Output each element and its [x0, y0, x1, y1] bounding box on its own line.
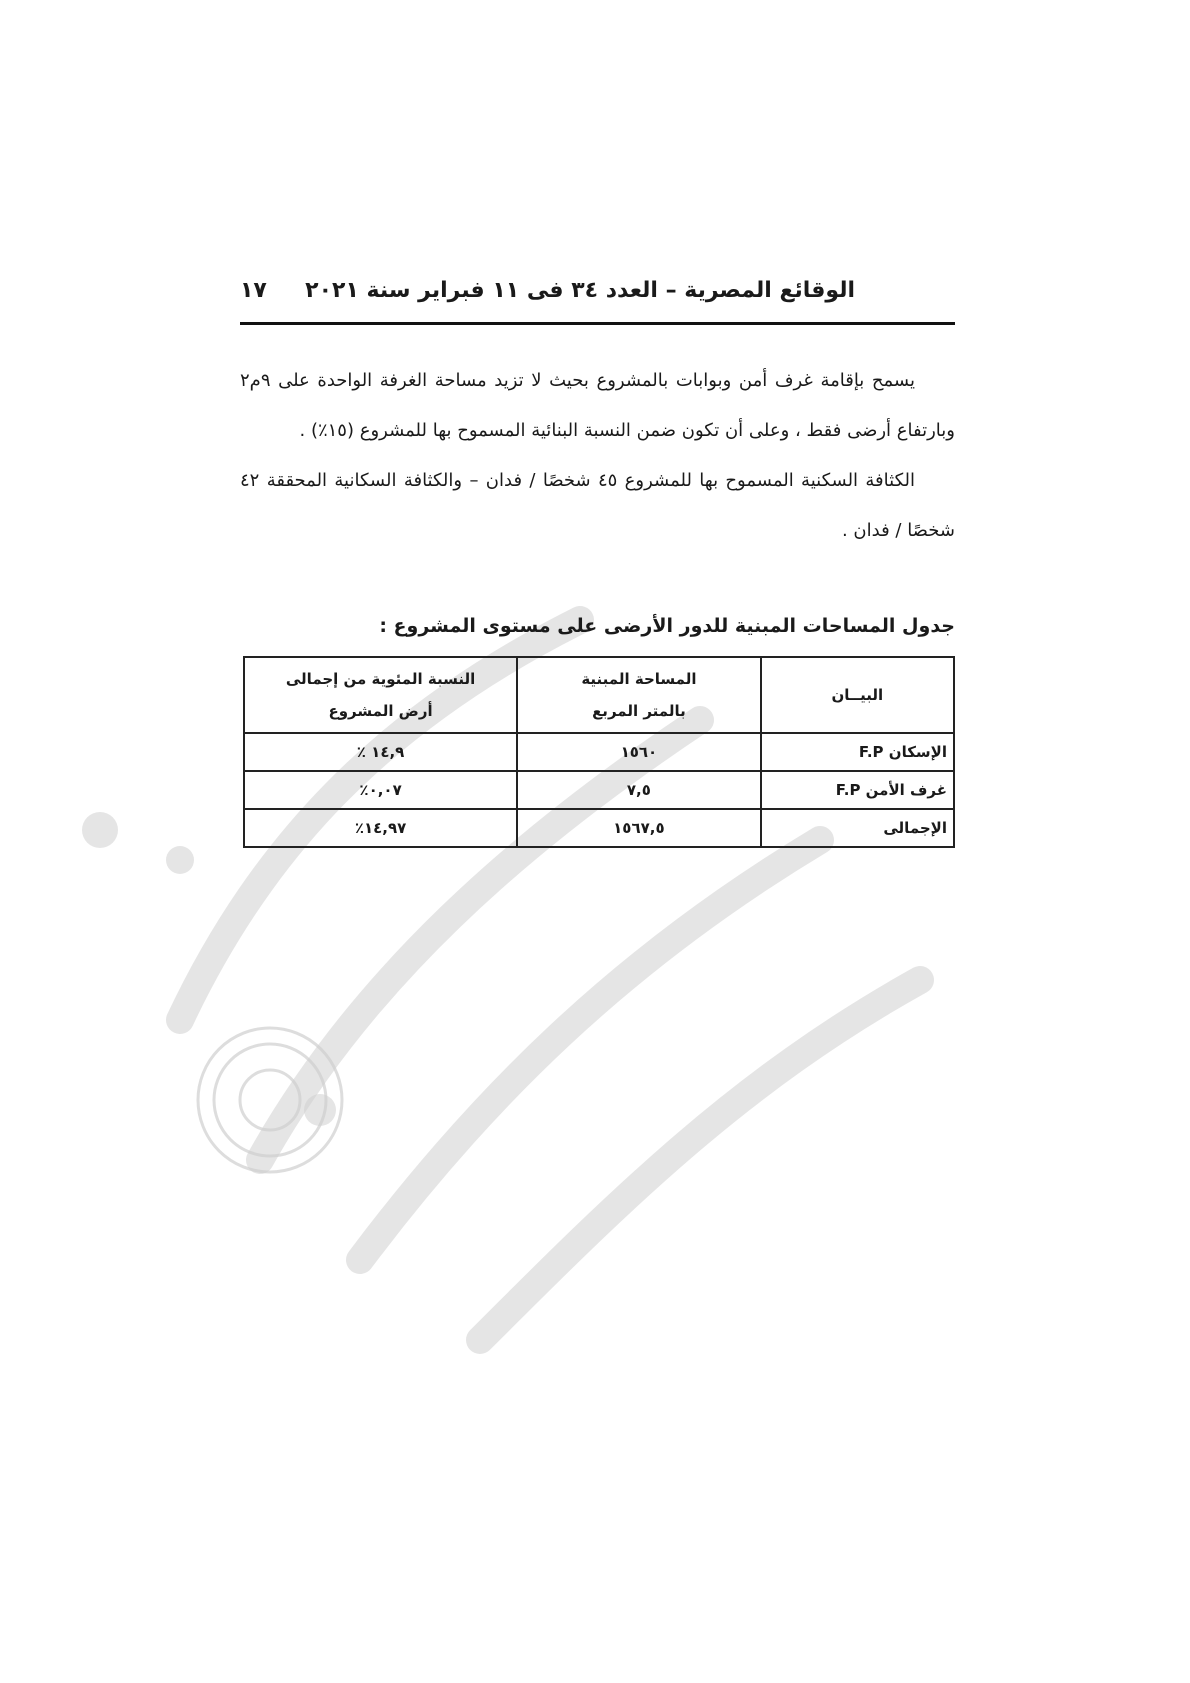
row-area: ١٥٦٧,٥	[517, 809, 761, 847]
built-areas-table	[243, 656, 955, 848]
table-row	[244, 809, 954, 847]
row-area: ١٥٦٠	[517, 733, 761, 771]
header-area-line1: المساحة المبنية	[581, 670, 697, 688]
table-header-row	[244, 657, 954, 733]
header-percent-line1: النسبة المئوية من إجمالى	[285, 670, 476, 688]
row-label: الإسكان F.P	[761, 733, 954, 771]
row-percent: ١٤,٩ ٪	[244, 733, 517, 771]
row-percent: ١٤,٩٧٪	[244, 809, 517, 847]
paragraph-density: الكثافة السكنية المسموح بها للمشروع ٤٥ شخصًا / فدان – والكثافة السكانية المحققة ٤٢ شخصًا / فدان .	[240, 470, 955, 541]
row-label: الإجمالى	[761, 809, 954, 847]
header-percent-line2: أرض المشروع	[328, 702, 433, 720]
page-number: ١٧	[240, 278, 267, 303]
table-row	[244, 771, 954, 809]
row-area: ٧,٥	[517, 771, 761, 809]
header-area	[517, 657, 761, 733]
paragraph-security-rooms: يسمح بإقامة غرف أمن وبوابات بالمشروع بحيث لا تزيد مساحة الغرفة الواحدة على ٩م٢ وبارتفاع أرضى فقط ، وعلى أن تكون ضمن النسبة البنائية المسموح بها للمشروع (١٥٪) .	[240, 370, 955, 441]
table-title: جدول المساحات المبنية للدور الأرضى على مستوى المشروع :	[379, 615, 955, 637]
header-area-line2: بالمتر المربع	[592, 702, 686, 720]
row-label: غرف الأمن F.P	[761, 771, 954, 809]
page-header	[240, 272, 955, 325]
row-percent: ٠,٠٧٪	[244, 771, 517, 809]
header-percent	[244, 657, 517, 733]
header-label: البيــان	[761, 657, 954, 733]
publication-title: الوقائع المصرية – العدد ٣٤ فى ١١ فبراير سنة ٢٠٢١	[305, 278, 855, 303]
body-text	[240, 356, 955, 556]
table-row	[244, 733, 954, 771]
